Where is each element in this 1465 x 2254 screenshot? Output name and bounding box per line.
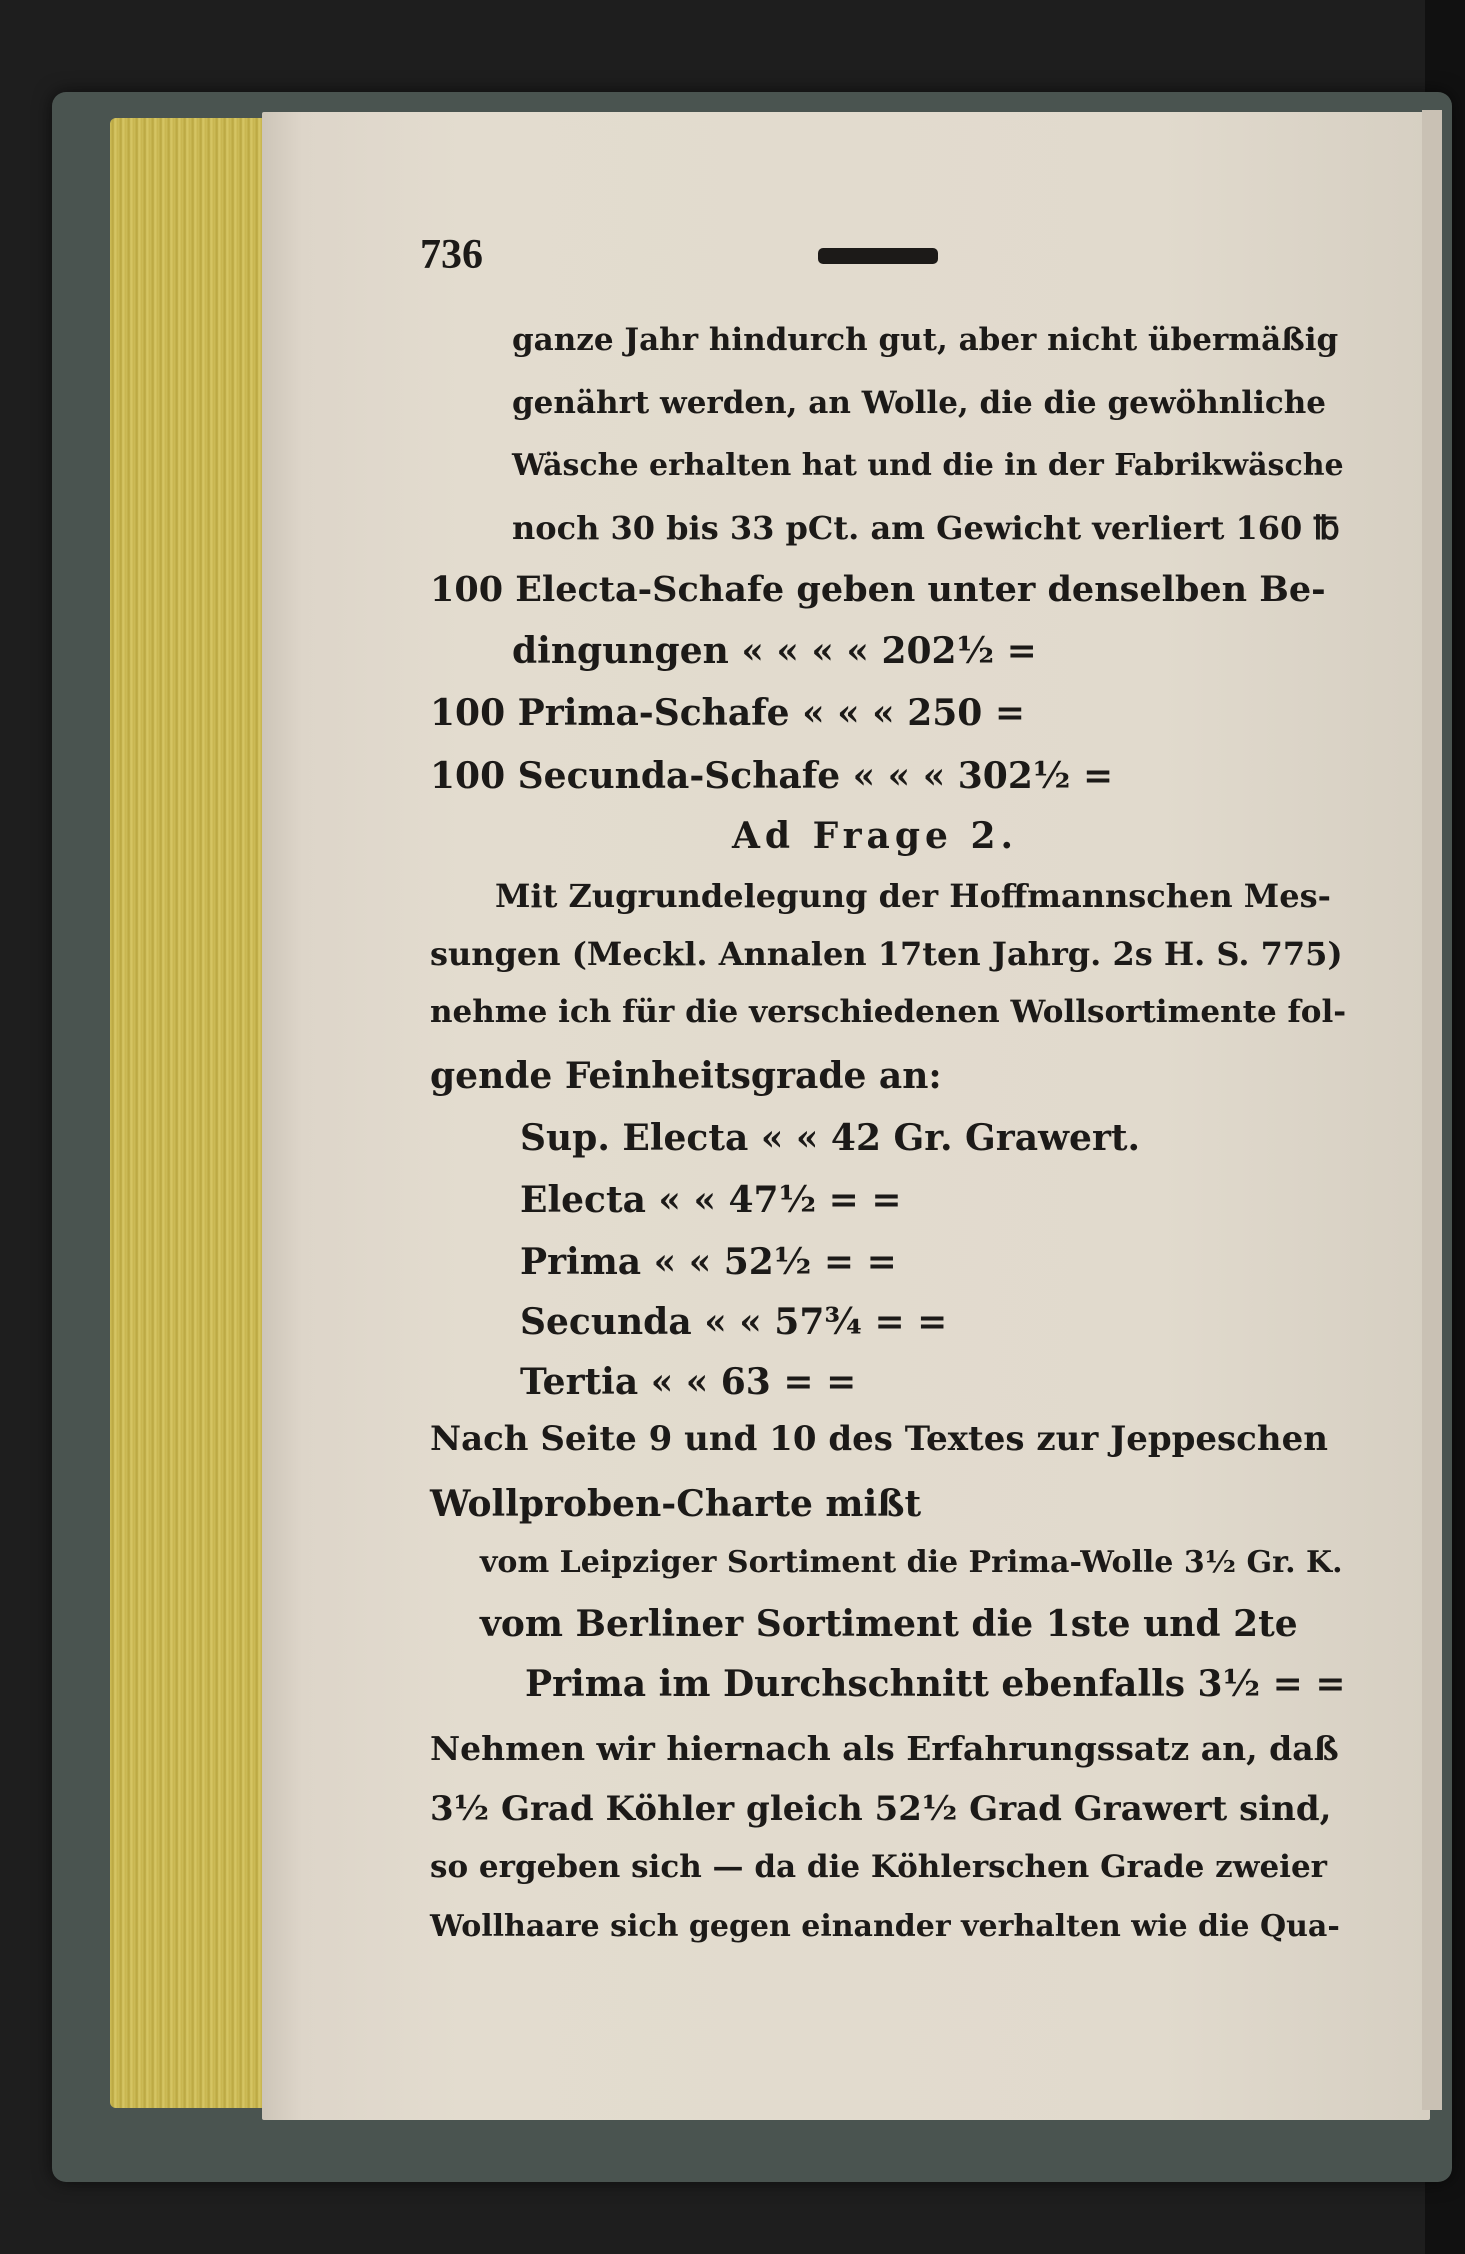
text-line: Wollproben-Charte mißt xyxy=(430,1483,922,1525)
text-line: 100 Prima-Schafe « « « 250 = xyxy=(430,692,1026,734)
text-line: Mit Zugrundelegung der Hoffmannschen Mes- xyxy=(495,877,1331,915)
page-number: 736 xyxy=(420,232,483,278)
text-line: Wäsche erhalten hat und die in der Fabrikwäsche xyxy=(512,448,1344,483)
section-heading: Ad Frage 2. xyxy=(732,815,1019,857)
text-line: 3½ Grad Köhler gleich 52½ Grad Grawert sind, xyxy=(430,1789,1332,1829)
text-line: ganze Jahr hindurch gut, aber nicht übermäßig xyxy=(512,322,1339,358)
header-rule xyxy=(818,248,938,264)
table-row: Prima « « 52½ = = xyxy=(520,1241,897,1283)
table-row: Secunda « « 57¾ = = xyxy=(520,1301,948,1343)
text-line: vom Berliner Sortiment die 1ste und 2te xyxy=(480,1603,1298,1645)
table-row: Tertia « « 63 = = xyxy=(520,1361,857,1403)
table-row: Sup. Electa « « 42 Gr. Grawert. xyxy=(520,1117,1141,1159)
table-row: Electa « « 47½ = = xyxy=(520,1179,902,1221)
text-line: 100 Secunda-Schafe « « « 302½ = xyxy=(430,755,1114,797)
text-line: Nach Seite 9 und 10 des Textes zur Jeppeschen xyxy=(430,1419,1328,1459)
text-line: dingungen « « « « 202½ = xyxy=(512,630,1037,672)
page-edges xyxy=(110,118,270,2108)
text-line: Prima im Durchschnitt ebenfalls 3½ = = xyxy=(525,1663,1346,1705)
text-line: noch 30 bis 33 pCt. am Gewicht verliert 160 ℔ xyxy=(512,509,1340,547)
facing-page-edge xyxy=(1422,110,1442,2110)
text-line: vom Leipziger Sortiment die Prima-Wolle 3½ Gr. K. xyxy=(480,1545,1343,1580)
text-line: sungen (Meckl. Annalen 17ten Jahrg. 2s H. S. 775) xyxy=(430,935,1343,973)
text-line: 100 Electa-Schafe geben unter denselben Be- xyxy=(430,569,1326,610)
text-line: Wollhaare sich gegen einander verhalten wie die Qua- xyxy=(430,1909,1340,1944)
text-line: genährt werden, an Wolle, die die gewöhnliche xyxy=(512,385,1326,421)
text-line: Nehmen wir hiernach als Erfahrungssatz an, daß xyxy=(430,1729,1339,1768)
text-line: so ergeben sich — da die Köhlerschen Grade zweier xyxy=(430,1849,1328,1885)
text-line: nehme ich für die verschiedenen Wollsortimente fol- xyxy=(430,994,1347,1030)
text-line: gende Feinheitsgrade an: xyxy=(430,1055,942,1097)
